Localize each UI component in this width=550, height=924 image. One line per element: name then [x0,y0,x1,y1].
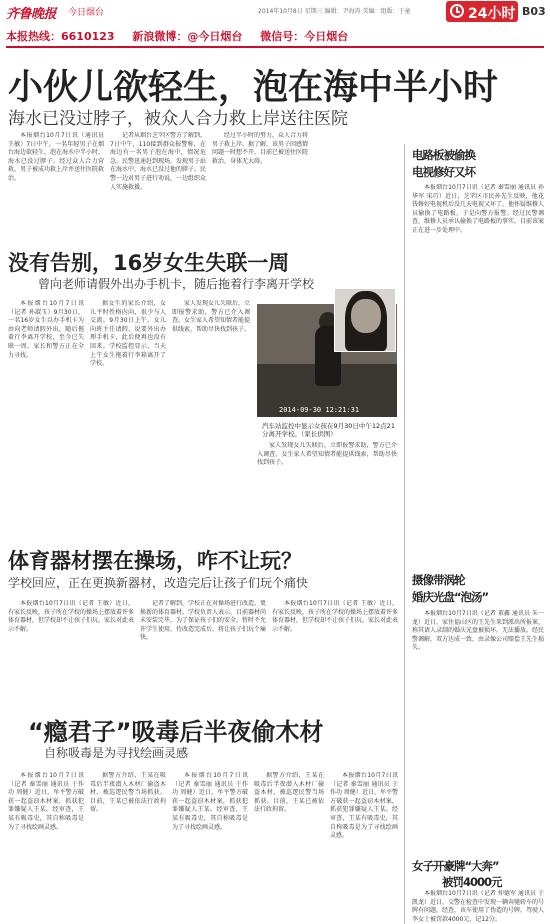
story2-headline: 没有告别，16岁女生失联一周 [8,251,290,275]
hotline-weibo: 新浪微博：@今日烟台 [132,30,243,43]
newspaper-logo: 齐鲁晚报 [6,7,57,22]
story1-subhead: 海水已没过脖子，被众人合力救上岸送往医院 [8,109,348,129]
story2-body-col4: 家人发现女儿失联后，立即报警求助，警方已介入调查。女生家人希望知情者能提供线索，帮助尽快找到孩子。 [257,442,397,467]
page-number: B03 [522,5,546,18]
masthead-divider [6,46,544,48]
story4-body-col5: 本报烟台10月7日讯（记者 秦雪丽 通讯员 于作功 周健）近日，牟平警方破获一起盗窃木材案，抓获犯罪嫌疑人王某。经审查，王某有吸毒史，其自称吸毒是为了寻找绘画灵感。 [330,772,398,840]
section-badge-label: 24小时 [468,6,516,22]
sidebar2-subtitle: 婚庆光盘“泡汤” [412,590,489,604]
photo-caption: 汽车站监控中显示女孩在9月30日中午12点21分离开学校。（家长供图） [262,422,395,438]
story3-headline: 体育器材摆在操场，咋不让玩？ [8,549,302,573]
masthead [0,0,550,22]
portrait-inset [334,288,396,352]
story1-headline: 小伙儿欲轻生，泡在海中半小时 [8,68,499,108]
story1-body-col3: 经过半小时的努力，众人合力将男子救上岸。据了解，该男子因感情问题一时想不开，目前已被送往医院救治，身体无大碍。 [212,132,308,165]
story2-subhead: 曾向老师请假外出办手机卡，随后拖着行李离开学校 [38,277,315,291]
story4-body-col1: 本报烟台10月7日讯（记者 秦雪丽 通讯员 于作功 周健）近日，牟平警方破获一起盗窃木材案，抓获犯罪嫌疑人王某。经审查，王某有吸毒史，其自称吸毒是为了寻找绘画灵感。 [8,772,84,831]
sidebar3-subtitle: 被罚4000元 [442,875,502,889]
story4-body-col2: 据警方介绍，王某在吸毒后半夜潜入木材厂偷盗木材，被巡逻民警当场抓获。目前，王某已被依法行政拘留。 [90,772,166,814]
hotline-bar [6,28,362,44]
story3-subhead: 学校回应，正在更换新器材，改造完后让孩子们玩个痛快 [8,576,309,590]
story4-headline: “瘾君子”吸毒后半夜偷木材 [28,718,324,746]
story3-body-col3: 本报烟台10月7日讯（记者 王敏）近日，有家长反映，孩子所在学校的操场上摆放着许多体育器材，但学校却不让孩子们玩。家长对此表示不解。 [272,600,398,633]
sidebar3-title: 女子开豪牌“大奔” [412,859,499,873]
hotline-phone: 本报热线：6610123 [6,30,115,43]
clock-icon [450,4,464,18]
date-line: 2014年10月8日 星期三 编辑：尹海涛 美编：组版：于童 [258,8,411,15]
sidebar2-body: 本报烟台10月7日讯（记者 董鑫 通讯员 朱一龙）近日，家住福山区的王先生来到派出所报案，称其请人录制的婚庆光盘被损坏，无法播放。经民警调解，双方达成一致，由录像公司赔偿王先生损失。 [412,610,544,652]
sidebar1-subtitle: 电视修好又坏 [412,165,475,179]
story4-body-col3: 本报烟台10月7日讯（记者 秦雪丽 通讯员 于作功 周健）近日，牟平警方破获一起盗窃木材案，抓获犯罪嫌疑人王某。经审查，王某有吸毒史，其自称吸毒是为了寻找绘画灵感。 [172,772,248,831]
photo-timestamp: 2014-09-30 12:21:31 [279,406,360,414]
story2-body-col1: 本报烟台10月7日讯（记者 孙淑玉）9月30日，一名16岁女生以办手机卡为由向老师请假外出，随后拖着行李离开学校，至今已失联一周。家长和警方正在全力寻找。 [8,300,84,359]
story2-body-col3: 家人发现女儿失联后，立即报警求助，警方已介入调查。女生家人希望知情者能提供线索，帮助尽快找到孩子。 [172,300,250,333]
story2-body-col2: 据女生的家长介绍，女儿平时性格内向，很少与人交流。9月30日上午，女儿向班主任请假，说要外出办理手机卡，此后便再也没有回来。学校监控显示，当天上午女生拖着行李箱离开了学校。 [90,300,166,368]
story3-body-col1: 本报烟台10月7日讯（记者 王敏）近日，有家长反映，孩子所在学校的操场上摆放着许多体育器材，但学校却不让孩子们玩。家长对此表示不解。 [8,600,134,633]
sidebar1-body: 本报烟台10月7日讯（记者 秦雪丽 通讯员 孙华军 宋巧）近日，芝罘区市民孙先生反映，他花钱修好电视机后没几天电视又坏了。他怀疑维修人员偷换了电路板，于是向警方报警。经过民警调查，维修人员承认偷换了电路板的事实，目前该案正在进一步处理中。 [412,184,544,234]
story3-body-col2: 记者了解到，学校正在对操场进行改造，更换新的体育器材。学校负责人表示，目前器材尚未安装完毕，为了保证孩子们的安全，暂时不允许学生使用，待改造完成后，将让孩子们玩个痛快。 [140,600,266,642]
hotline-wechat: 微信号：今日烟台 [260,30,349,43]
sidebar3-body: 本报烟台10月7日讯（记者 仲德军 通讯员 于凯龙）近日，交警在检查中发现一辆奔驰轿车的号牌有问题，经查，该车使用了伪造的号牌。驾驶人李女士被罚款4000元，记12分。 [412,890,544,922]
sidebar1-title: 电路板被偷换 [412,148,475,162]
sidebar-divider [404,144,405,924]
story4-subhead: 自称吸毒是为寻找绘画灵感 [44,746,189,760]
story4-body-col4: 据警方介绍，王某在吸毒后半夜潜入木材厂偷盗木材，被巡逻民警当场抓获。目前，王某已被依法行政拘留。 [254,772,324,814]
story1-body-col2: 记者从烟台芝罘区警方了解到，7日中午，110接到群众报警称，在海边有一名男子泡在海中，情况危急。民警迅速赶到现场，发现男子站在海水中，海水已没过他的脖子。民警一边对男子进行劝说，一边组织众人实施救援。 [110,132,206,191]
story1-body-col1: 本报烟台10月7日讯（通讯员 王敏）7日中午，一名年轻男子在烟台海边欲轻生，泡在海水中半小时，海水已没过脖子。经过众人合力营救，男子被成功救上岸并送往医院救治。 [8,132,104,182]
sidebar2-title: 摄像带涡轮 [412,573,465,587]
edition-name: 今日烟台 [68,8,105,18]
section-badge [446,1,518,22]
